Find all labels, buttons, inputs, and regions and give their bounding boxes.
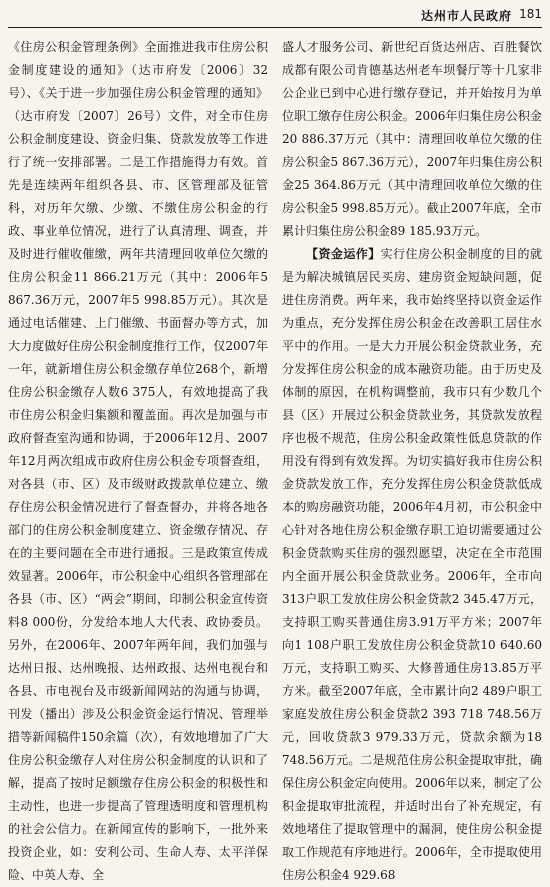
right-column — [282, 36, 542, 882]
right-paragraph-2: 实行住房公积金制度的目的就是为解决城镇居民买房、建房资金短缺问题，促进住房消费。两年来，我市始终坚持以资金运作为重点，充分发挥住房公积金在改善职工居住水平中的作用。一是大力开展公积金贷款业务，充分发挥住房公积金的成本融资功能。由于历史及体制的原因，在机构调整前，我市只有少数几个县（区）开展过公积金贷款业务，其贷款发放程序也极不规范，住房公积金政策性低息贷款的作用没有得到有效发挥。为切实搞好我市住房公积金贷款发放工作，充分发挥住房公积金贷款低成本的购房融资功能，2006年4月初，市公积金中心针对各地住房公积金缴存职工迫切需要通过公积金贷款购买住房的强烈愿望，决定在全市范围内全面开展公积金贷款业务。2006年，全市向313户职工发放住房公积金贷款2 345.47万元，支持职工购买普通住房3.91万平方米；2007年向1 108户职工发放住房公积金贷款10 640.60万元，支持职工购买、大修普通住房13.85万平方米。截至2007年底，全市累计向2 489户职工家庭发放住房公积金贷款2 393 718 748.56万元，回收贷款3 979.33万元，贷款余额为18 748.56万元。二是规范住房公积金提取审批，确保住房公积金定向使用。2006年以来，制定了公积金提取审批流程，并适时出台了补充规定，有效地堵住了提取管理中的漏洞，使住房公积金提取工作规范有序地进行。2006年，全市提取使用住房公积金4 929.68 — [282, 247, 542, 882]
header-title: 达州市人民政府 — [420, 9, 512, 23]
left-paragraph-1: 《住房公积金管理条例》全面推进我市住房公积金制度建设的通知》（达市府发〔2006〕32号）、《关于进一步加强住房公积金管理的通知》（达市府发〔2007〕26号）文件，对全市住房公积金制度建设、资金归集、贷款发放等工作进行了统一安排部署。二是工作措施得力有效。首先是连续两年组织各县、市、区管理部及征管科，对历年欠缴、少缴、不缴住房公积金的行政、事业单位情况，进行了认真清理、调查，并及时进行催收催缴，两年共清理回收单位欠缴的住房公积金11 866.21万元（其中：2006年5 867.36万元，2007年5 998.85万元）。其次是通过电话催建、上门催缴、书面督办等方式，加大力度做好住房公积金制度推行工作，仅2007年一年，就新增住房公积金缴存单位268个，新增住房公积金缴存人数6 375人，有效地提高了我市住房公积金归集额和覆盖面。再次是加强与市政府督查室沟通和协调，于2006年12月、2007年12月两次组成市政府住房公积金专项督查组，对各县（市、区）及市级财政拨款单位建立、缴存住房公积金情况进行了督查督办，并将各地各部门的住房公积金制度建立、资金缴存情况、存在的主要问题在全市进行通报。三是政策宣传成效显著。2006年，市公积金中心组织各管理部在各县（市、区）“两会”期间，印制公积金宣传资料8 000份，分发给本地人大代表、政协委员。另外，在2006年、2007年两年间，我们加强与达州日报、达州晚报、达州政报、达州电视台和各县、市电视台及市级新闻网站的沟通与协调，刊发（播出）涉及公积金资金运行情况、管理举措等新闻稿件150余篇（次），有效地增加了广大住房公积金缴存人对住房公积金制度的认识和了解，提高了按时足额缴存住房公积金的积极性和主动性，也进一步提高了管理透明度和管理机构的社会公信力。在新闻宣传的影响下，一批外来投资企业，如：安利公司、生命人寿、太平洋保险、中英人寿、全 — [8, 40, 268, 882]
section-title: 【资金运作】 — [306, 247, 381, 261]
page-number: 181 — [519, 7, 542, 21]
right-paragraph-1: 盛人才服务公司、新世纪百货达州店、百胜餐饮成都有限公司肯德基达州老车坝餐厅等十几家非公企业已到中心进行缴存登记，并开始按月为单位职工缴存住房公积金。2006年归集住房公积金20 886.37万元（其中：清理回收单位欠缴的住房公积金5 867.36万元），2007年归集住房公积金25 364.86万元（其中清理回收单位欠缴的住房公积金5 998.85万元）。截止2007年底，全市累计归集住房公积金89 185.93万元。 — [282, 40, 542, 238]
text-columns — [8, 36, 542, 882]
section-paragraph — [282, 243, 542, 887]
page-header — [8, 7, 542, 28]
left-column — [8, 36, 268, 882]
